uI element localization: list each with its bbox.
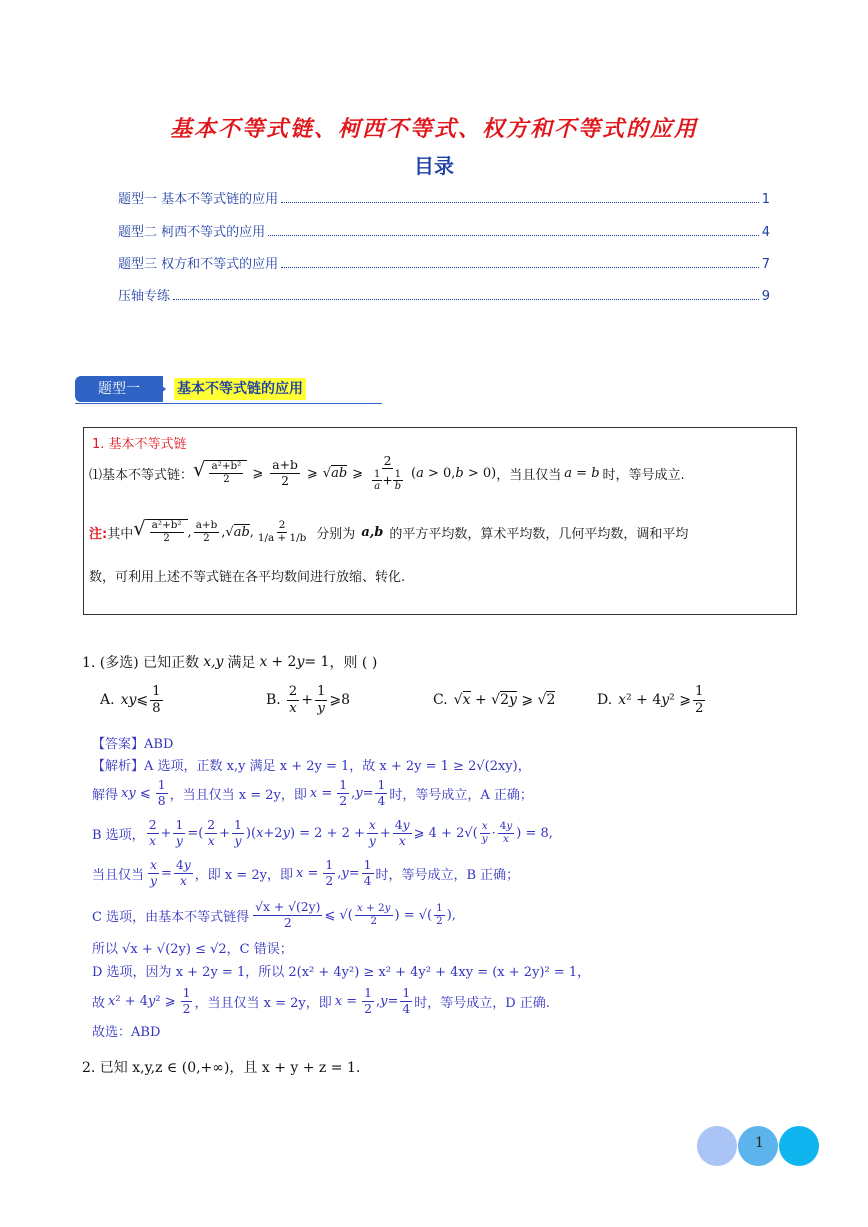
option-a-label: A. (100, 692, 115, 708)
question-1-stem: 1. (多选) 已知正数 x,y 满足 x + 2 y = 1 ，则 ( ) (82, 654, 378, 671)
sol-l3: B 选项， (92, 827, 145, 843)
section-arrow-icon (150, 376, 166, 402)
toc-page-number: 7 (761, 257, 770, 272)
option-b[interactable]: B. $\frac{2}{x}$ + $\frac{1}{y}$ ⩾8 (266, 684, 351, 716)
question-2-stem: 2. 已知 x,y,z ∈ (0,+∞)，且 x + y + z = 1. (82, 1060, 361, 1076)
formula-sqrt-mean: √ $\frac{\text{a²+b²}}{2}$ (193, 460, 247, 486)
sol-l2-b: ，当且仅当 x = 2y，即 (169, 787, 307, 803)
solution-line-6: 所以 √x + √(2y) ≤ √2，C 错误； (92, 942, 293, 957)
toc-leader (281, 267, 759, 268)
toc-item-3[interactable] (118, 253, 770, 272)
option-a[interactable]: A. xy ⩽ $\frac{1}{8}$ (100, 684, 161, 716)
page-number-badge (697, 1125, 821, 1167)
toc-item-label: 题型三 权方和不等式的应用 (118, 257, 279, 272)
box-heading: 1. 基本不等式链 (92, 437, 187, 452)
sol-l8-a: 故 (92, 995, 106, 1011)
badge-circle-right-icon (779, 1126, 819, 1166)
toc-page-number: 9 (761, 289, 770, 304)
toc-page-number: 4 (761, 225, 770, 240)
item1-prefix: ⑴基本不等式链： (89, 467, 194, 483)
page-number: 1 (755, 1135, 764, 1151)
option-c-label: C. (433, 692, 448, 708)
solution-line-8: 故 x² + 4y² ⩾ $\frac{1}{2}$ ，当且仅当 x = 2y，即 x = $\frac{1}{2}$ , y = $\frac{1}{4}$ 时，等号成立，D 正确. (92, 986, 550, 1016)
note-tail: 的平方平均数，算术平均数，几何平均数，调和平均 (389, 526, 689, 542)
item1-end: 时，等号成立. (602, 467, 685, 483)
toc-leader (268, 235, 759, 236)
sol-l8-b: ，当且仅当 x = 2y，即 (194, 995, 332, 1011)
solution-line-3: B 选项， $\frac{2}{x}$ + $\frac{1}{y}$ =( $\frac{2}{x}$ + $\frac{1}{y}$ )( x +2 y ) = 2 + 2 + $\frac{x}{y}$ + $\frac{4y}{x}$ ⩾ 4 + 2√( $\frac{x}{y}$ · $\frac{4y}{x}$ ) = 8, (92, 818, 553, 848)
q1-stem-part1: 1. (多选) 已知正数 (82, 655, 200, 671)
sol-l5: C 选项，由基本不等式链得 (92, 909, 250, 925)
q1-stem-part3: ，则 ( ) (329, 655, 378, 671)
document-title: 基本不等式链、柯西不等式、权方和不等式的应用 (169, 116, 698, 142)
note-prefix: 其中 (107, 526, 134, 542)
box-note: 注: 其中 √ $\frac{\text{a²+b²}}{2}$ , $\frac{a+b}{2}$ , √ab , $\frac{2}{1/a + 1/b}$ 分别为 a,b 的平方平均数，算术平均数，几何平均数，调和平均 (89, 517, 689, 544)
toc-item-4[interactable] (118, 285, 770, 304)
option-b-label: B. (266, 692, 281, 708)
sol-l4-b: ，即 x = 2y，即 (194, 867, 293, 883)
answer-line: 【答案】ABD (92, 737, 174, 752)
note-mid: 分别为 (316, 526, 356, 542)
sol-l2-c: 时，等号成立，A 正确； (389, 787, 533, 803)
solution-line-1: 【解析】A 选项，正数 x,y 满足 x + 2y = 1，故 x + 2y = 1 ≥ 2√(2xy)， (92, 759, 531, 774)
section-tag: 题型一 (75, 376, 163, 402)
solution-line-5: C 选项，由基本不等式链得 $\frac{√x + √(2y)}{2}$ ⩽ √( $\frac{x + 2y}{2}$ ) = √( $\frac{1}{2}$ ), (92, 900, 456, 930)
toc-leader (173, 299, 759, 300)
toc-leader (281, 202, 759, 203)
section-label: 基本不等式链的应用 (174, 378, 306, 400)
item1-suffix: ，当且仅当 (496, 467, 562, 483)
toc-item-2[interactable] (118, 221, 770, 240)
badge-circle-left-icon (697, 1126, 737, 1166)
option-d[interactable]: D. x² + 4y² ⩾ $\frac{1}{2}$ (597, 684, 704, 716)
toc-item-label: 题型一 基本不等式链的应用 (118, 192, 279, 207)
solution-line-9: 故选：ABD (92, 1025, 161, 1040)
note-line-2: 数，可利用上述不等式链在各平均数间进行放缩、转化. (89, 570, 406, 585)
toc-item-1[interactable] (118, 188, 770, 207)
solution-line-2: 解得 xy ⩽ $\frac{1}{8}$ ，当且仅当 x = 2y，即 x = $\frac{1}{2}$ , y = $\frac{1}{4}$ 时，等号成立，A 正确； (92, 778, 533, 808)
option-c[interactable]: C. √x + √2y ⩾ √2 (433, 692, 556, 708)
solution-line-7: D 选项，因为 x + 2y = 1，所以 2(x² + 4y²) ≥ x² + 4y² + 4xy = (x + 2y)² = 1， (92, 965, 591, 980)
sol-l2-a: 解得 (92, 787, 119, 803)
solution-line-4: 当且仅当 $\frac{x}{y}$ = $\frac{4y}{x}$ ，即 x = 2y，即 x = $\frac{1}{2}$ , y = $\frac{1}{4}$ 时，等号成立，B 正确； (92, 858, 520, 888)
toc-heading: 目录 (414, 154, 454, 178)
sol-l4-a: 当且仅当 (92, 867, 145, 883)
toc-item-label: 题型二 柯西不等式的应用 (118, 225, 266, 240)
section-underline (75, 403, 382, 404)
q1-stem-part2: 满足 (227, 655, 256, 671)
sol-l8-c: 时，等号成立，D 正确. (414, 995, 550, 1011)
toc-item-label: 压轴专练 (118, 289, 171, 304)
option-d-label: D. (597, 692, 613, 708)
box-item-1: ⑴基本不等式链： √ $\frac{\text{a²+b²}}{2}$ ⩾ $\frac{a+b}{2}$ ⩾ √ab ⩾ 2 $\frac{1}{a}$ + $\frac{1}{b}$ (a > 0,b > 0) ，当且仅当 a = b 时，等号成立. (89, 453, 685, 493)
note-vars: a,b (361, 524, 384, 540)
toc-page-number: 1 (761, 192, 770, 207)
sol-l4-c: 时，等号成立，B 正确； (375, 867, 520, 883)
note-label: 注: (89, 526, 108, 542)
